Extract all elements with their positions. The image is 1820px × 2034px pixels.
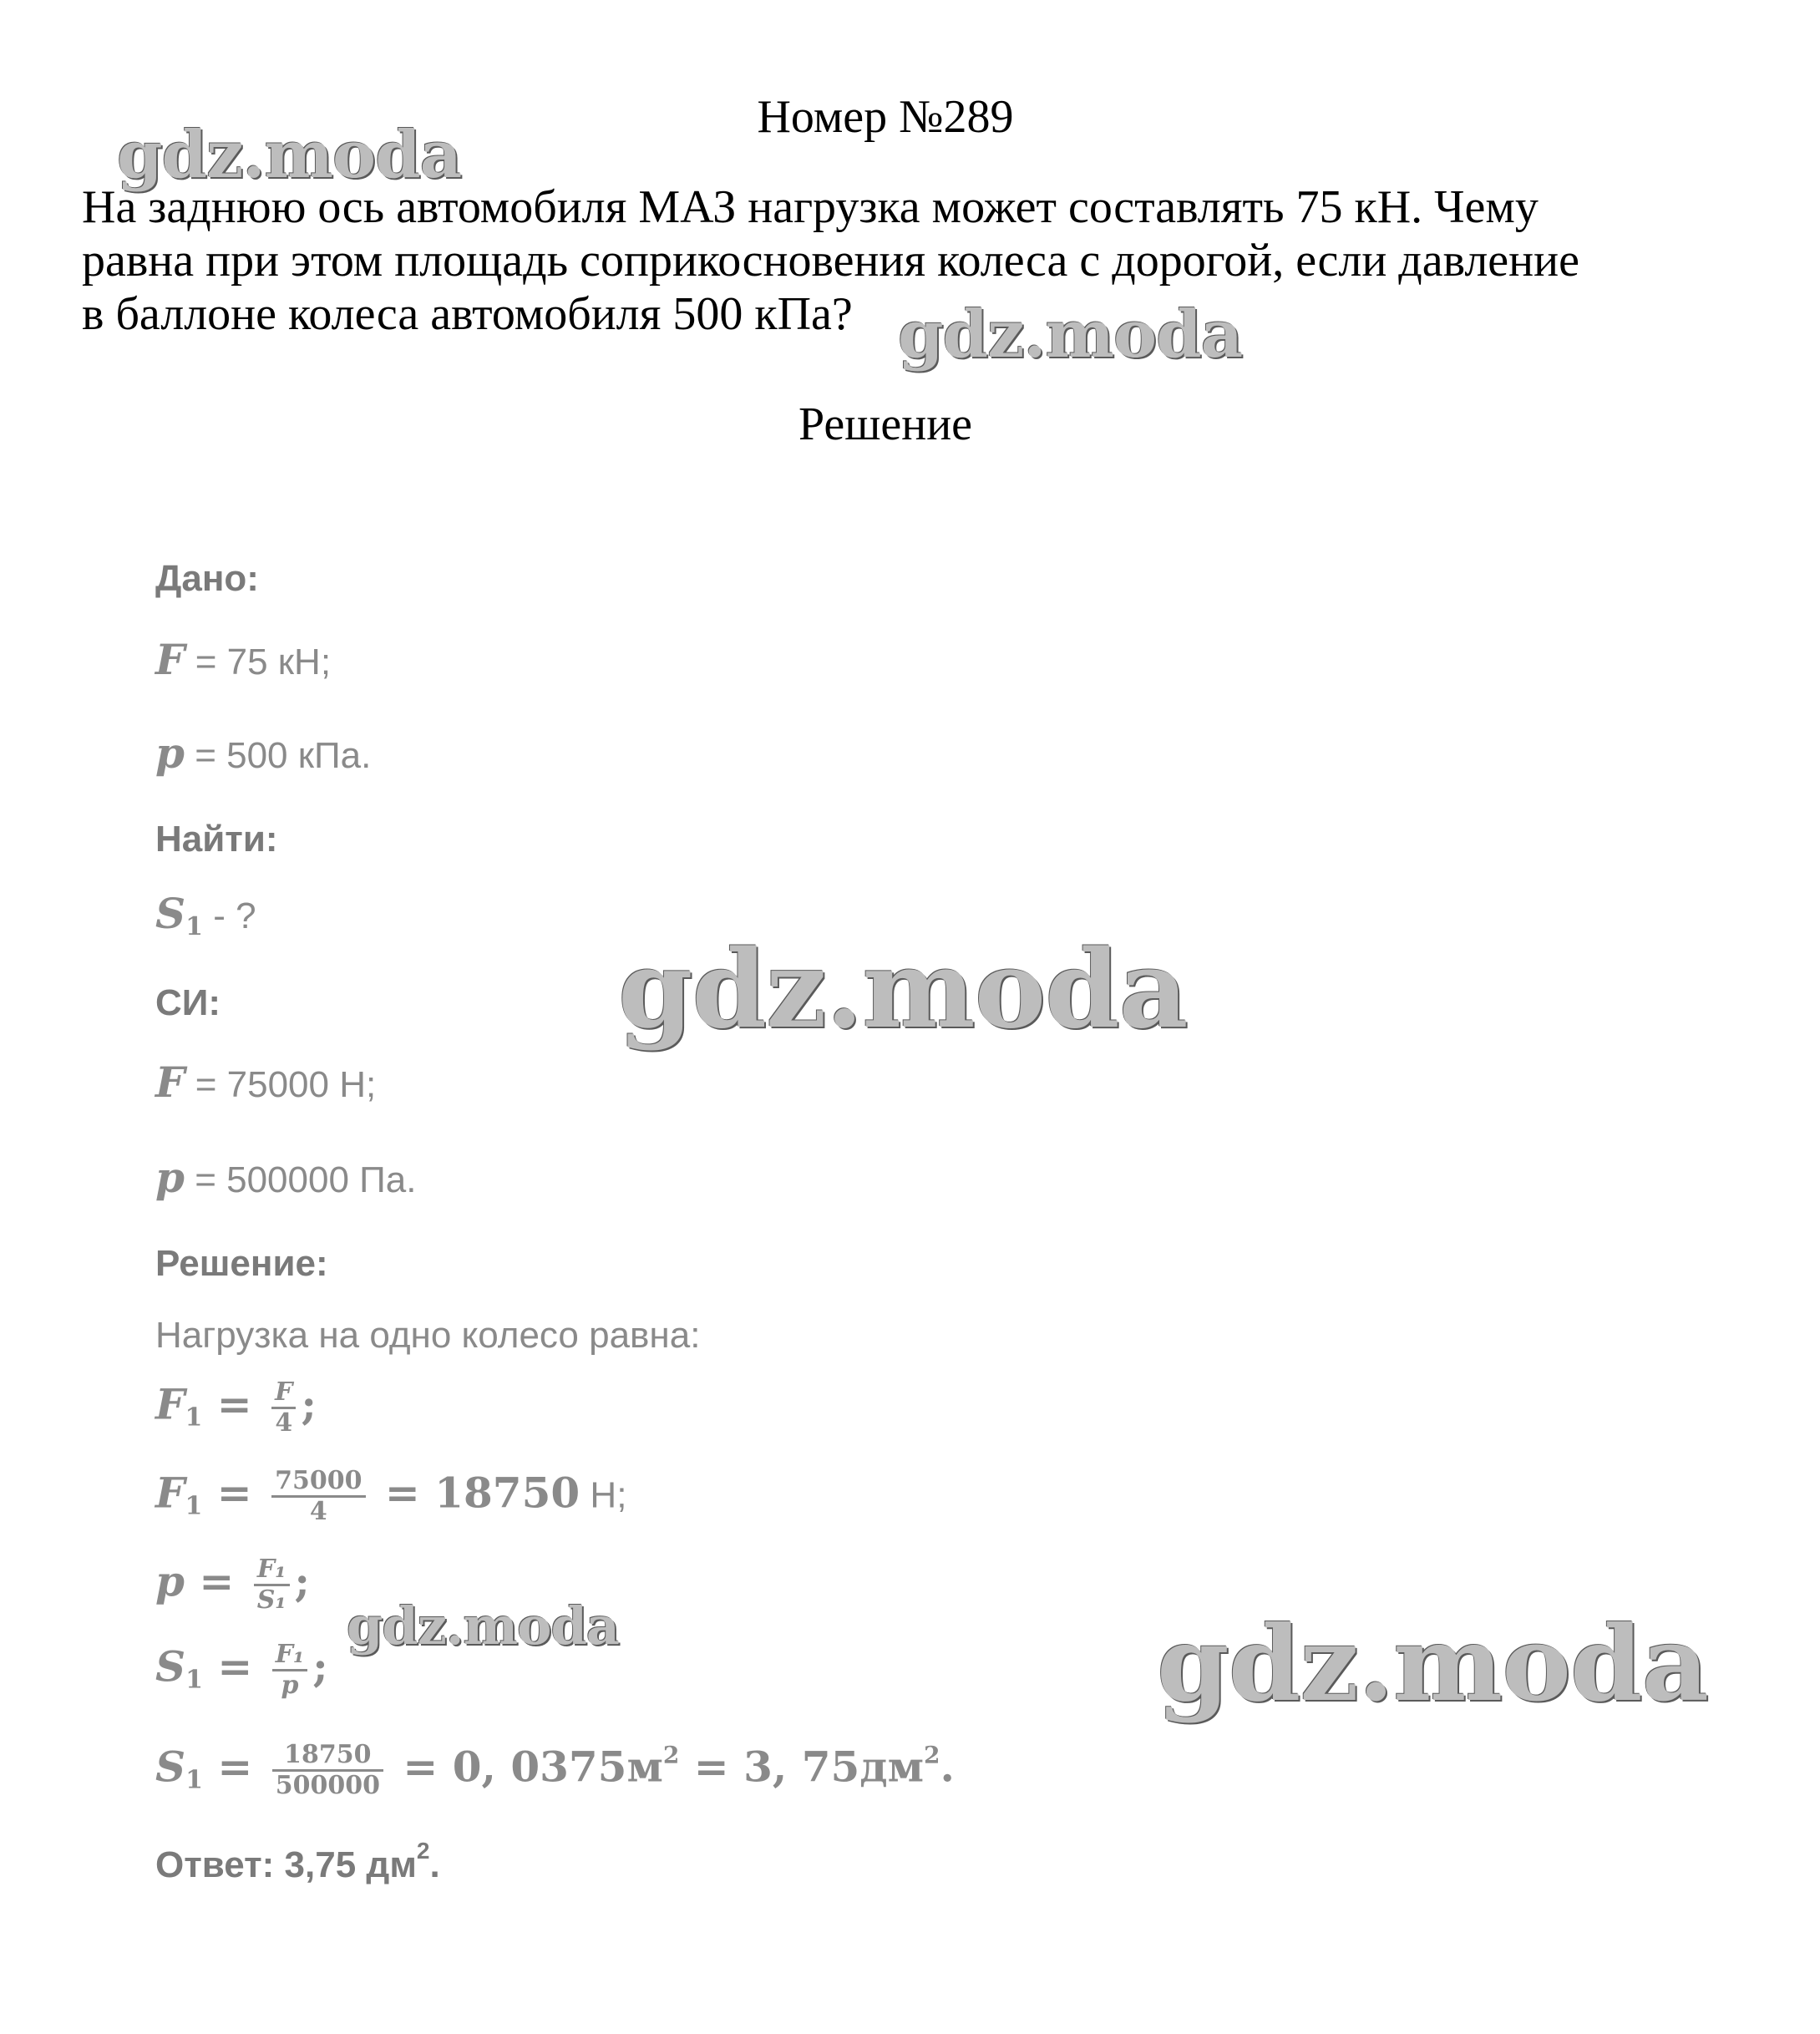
result-m2: = 0, 0375м xyxy=(403,1742,663,1792)
watermark-logo: gdz.moda xyxy=(1157,1604,1708,1725)
watermark-logo: gdz.moda xyxy=(347,1595,619,1656)
given-pressure xyxy=(155,728,371,778)
problem-line: равна при этом площадь соприкосновения колеса с дорогой, если давление xyxy=(82,235,1579,287)
denominator: 4 xyxy=(309,1497,327,1526)
fraction xyxy=(271,1378,296,1438)
equals-sign: = xyxy=(217,1641,253,1692)
numerator: 75000 xyxy=(271,1467,365,1498)
equals-sign: = xyxy=(217,1742,253,1792)
given-label: Дано: xyxy=(155,558,259,599)
page-title: Номер №289 xyxy=(757,91,1014,143)
denominator: 500000 xyxy=(275,1771,380,1800)
var-s: S xyxy=(155,1742,186,1792)
denominator: 4 xyxy=(275,1408,293,1438)
subscript: 1 xyxy=(185,1765,203,1795)
result-value: = 18750 xyxy=(384,1468,580,1518)
problem-line: На заднюю ось автомобиля МАЗ нагрузка может составлять 75 кН. Чему xyxy=(82,181,1539,233)
var-f: F xyxy=(155,1379,185,1429)
given-pressure-value: = 500 кПа. xyxy=(184,735,372,776)
given-force-value: = 75 кН; xyxy=(185,642,332,682)
var-p: p xyxy=(155,1556,185,1606)
solve-label: Решение: xyxy=(155,1243,328,1284)
fraction xyxy=(271,1467,365,1526)
fraction xyxy=(254,1555,290,1615)
var-s: S xyxy=(155,889,186,938)
var-f: F xyxy=(155,1468,185,1518)
watermark-logo: gdz.moda xyxy=(618,927,1188,1053)
equals-sign: = xyxy=(216,1468,252,1518)
fraction xyxy=(272,1641,307,1700)
punctuation: ; xyxy=(312,1641,328,1692)
numerator: F xyxy=(271,1378,296,1409)
punctuation: ; xyxy=(294,1556,310,1606)
given-force xyxy=(155,635,331,684)
formula-f1 xyxy=(155,1378,317,1438)
formula-pressure xyxy=(155,1555,310,1615)
numerator: F₁ xyxy=(254,1555,290,1586)
solution-intro: Нагрузка на одно колесо равна: xyxy=(155,1315,701,1356)
formula-area-value xyxy=(155,1741,955,1800)
denominator: p xyxy=(281,1671,299,1700)
watermark-logo: gdz.moda xyxy=(898,297,1243,373)
numerator: F₁ xyxy=(272,1641,307,1671)
si-pressure-value: = 500000 Па. xyxy=(184,1159,417,1200)
si-force-value: = 75000 Н; xyxy=(185,1064,377,1105)
find-question: - ? xyxy=(202,895,256,936)
subscript: 1 xyxy=(185,1665,203,1695)
var-f: F xyxy=(155,635,185,684)
solution-heading: Решение xyxy=(798,398,973,450)
var-p: p xyxy=(155,1153,185,1202)
equals-sign: = xyxy=(199,1556,235,1606)
punctuation: . xyxy=(429,1844,440,1885)
find-target xyxy=(155,889,256,941)
si-pressure xyxy=(155,1153,416,1202)
exponent: 2 xyxy=(416,1838,430,1864)
var-s: S xyxy=(155,1641,186,1692)
find-label: Найти: xyxy=(155,819,278,860)
si-label: СИ: xyxy=(155,982,221,1023)
problem-line: в баллоне колеса автомобиля 500 кПа? xyxy=(82,288,853,340)
answer-text: Ответ: 3,75 дм xyxy=(155,1844,417,1885)
watermark-logo: gdz.moda xyxy=(117,117,462,193)
unit: Н; xyxy=(580,1474,627,1516)
denominator: S₁ xyxy=(256,1585,286,1615)
answer xyxy=(155,1838,440,1886)
formula-f1-value xyxy=(155,1467,626,1526)
formula-area xyxy=(155,1641,328,1700)
punctuation: . xyxy=(940,1742,955,1792)
fraction xyxy=(272,1741,383,1800)
punctuation: ; xyxy=(301,1379,317,1429)
equals-sign: = xyxy=(216,1379,252,1429)
si-force xyxy=(155,1058,376,1107)
subscript: 1 xyxy=(185,912,203,941)
var-p: p xyxy=(155,728,185,778)
subscript: 1 xyxy=(185,1491,203,1521)
exponent: 2 xyxy=(924,1741,940,1769)
var-f: F xyxy=(155,1058,185,1107)
exponent: 2 xyxy=(662,1741,680,1769)
numerator: 18750 xyxy=(272,1741,383,1772)
subscript: 1 xyxy=(185,1402,203,1433)
result-dm2: = 3, 75дм xyxy=(679,1742,925,1792)
